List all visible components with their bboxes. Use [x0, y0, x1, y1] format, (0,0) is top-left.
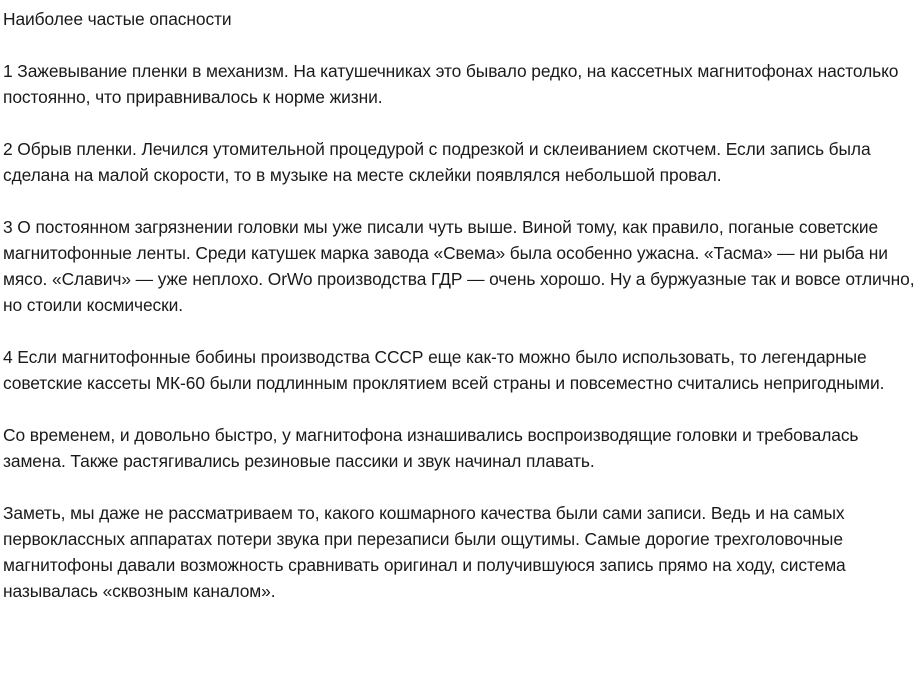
document-title: Наиболее частые опасности [3, 9, 232, 29]
paragraph-3: 3 О постоянном загрязнении головки мы уже писали чуть выше. Виной тому, как правило, поганые советские магнитофонные ленты. Среди катушек марка завода «Свема» была особенно ужасна. «Тасма» — ни рыба ни мясо. «Славич» — уже неплохо. OrWo производства ГДР — очень хорошо. Ну а буржуазные так и вовсе отлично, но стоили космически. [3, 217, 915, 315]
paragraph-5: Со временем, и довольно быстро, у магнитофона изнашивались воспроизводящие головки и требовалась замена. Также растягивались резиновые пассики и звук начинал плавать. [3, 425, 859, 471]
paragraph-1: 1 Зажевывание пленки в механизм. На катушечниках это бывало редко, на кассетных магнитофонах настолько постоянно, что приравнивалось к норме жизни. [3, 61, 899, 107]
paragraph-6: Заметь, мы даже не рассматриваем то, какого кошмарного качества были сами записи. Ведь и на самых первоклассных аппаратах потери звука при перезаписи были ощутимы. Самые дорогие трехголовочные магнитофоны давали возможность сравнивать оригинал и получившуюся запись прямо на ходу, система называлась «сквозным каналом». [3, 503, 846, 601]
paragraph-2: 2 Обрыв пленки. Лечился утомительной процедурой с подрезкой и склеиванием скотчем. Если запись была сделана на малой скорости, то в музыке на месте склейки появлялся небольшой провал. [3, 139, 871, 185]
paragraph-4: 4 Если магнитофонные бобины производства СССР еще как-то можно было использовать, то легендарные советские кассеты МК-60 были подлинным проклятием всей страны и повсеместно считались непригодными. [3, 347, 885, 393]
document-body [3, 6, 915, 630]
